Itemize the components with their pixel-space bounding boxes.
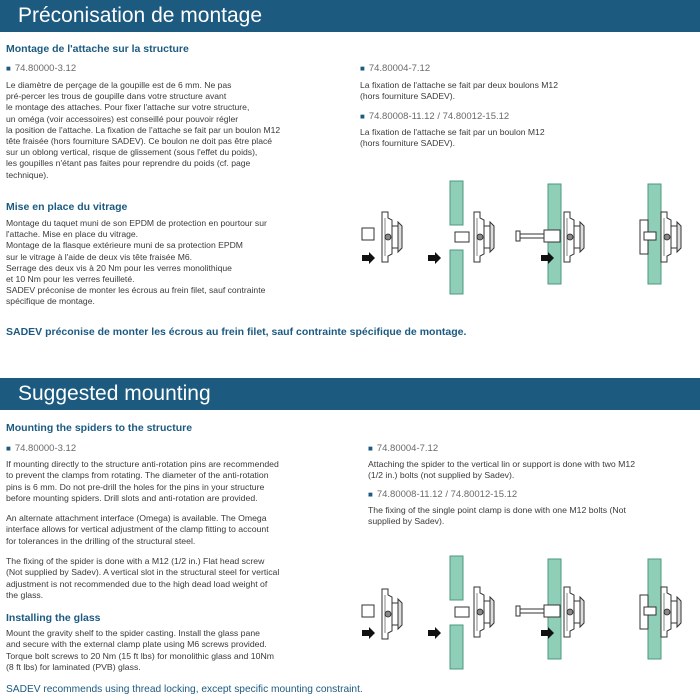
en-ref-a: ■ 74.80000-3.12 xyxy=(6,443,77,454)
fr-glass-para: Montage du taquet muni de son EPDM de protection en pourtour sur l'attache. Mise en place du vitrage. Montage de la flasque extérieure muni de sa protection EPDM sur le vitrage à l'aide de deux vis tête fraisée M6. Serrage des deux vis à 20 Nm pour les verres monolithique et 10 Nm pour les verres feuilleté. SADEV préconise de monter les écrous au frein filet, sauf contrainte spécifique de montage. xyxy=(6,218,267,307)
fr-step4 xyxy=(640,184,681,284)
en-para-a3: The fixing of the spider is done with a M12 (1/2 in.) Flat head screw (Not supplied by Sadev). A vertical slot in the structural steel for vertical adjustment is not recommended due to the high dead load weight of the glass. xyxy=(6,556,280,600)
en-note: SADEV recommends using thread locking, except specific mounting constraint. xyxy=(6,684,363,695)
fr-mounting-diagram xyxy=(358,176,698,311)
fr-step2 xyxy=(428,181,494,294)
en-ref-b: ■ 74.80004-7.12 xyxy=(368,443,439,454)
fr-ref-a: ■ 74.80000-3.12 xyxy=(6,63,77,74)
fr-banner xyxy=(0,0,700,32)
fr-ref-b: ■ 74.80004-7.12 xyxy=(360,63,431,74)
fr-para-b: La fixation de l'attache se fait par deux boulons M12 (hors fourniture SADEV). xyxy=(360,80,558,102)
en-para-a1: If mounting directly to the structure anti-rotation pins are recommended to prevent the clamps from rotating. The diameter of the anti-rotation pins is 6 mm. Do not pre-drill the holes for the pins in your structure before mounting spiders. Drill slots and anti-rotation are provided. xyxy=(6,459,279,503)
en-step3 xyxy=(516,559,584,659)
en-step2 xyxy=(428,556,494,669)
fr-step3 xyxy=(516,184,584,284)
fr-banner-title: Préconisation de montage xyxy=(18,4,262,27)
fr-step1 xyxy=(362,212,402,264)
fr-note: SADEV préconise de monter les écrous au frein filet, sauf contrainte spécifique de montage. xyxy=(6,326,467,338)
fr-para-c: La fixation de l'attache se fait par un boulon M12 (hors fourniture SADEV). xyxy=(360,127,545,149)
fr-ref-c: ■ 74.80008-11.12 / 74.80012-15.12 xyxy=(360,111,510,122)
en-glass-title: Installing the glass xyxy=(6,612,101,624)
en-banner-title: Suggested mounting xyxy=(18,382,211,405)
en-para-b: Attaching the spider to the vertical lin or support is done with two M12 (1/2 in.) bolts (not supplied by Sadev). xyxy=(368,459,636,481)
fr-para-a: Le diamètre de perçage de la goupille est de 6 mm. Ne pas pré-percer les trous de goupille dans votre structure avant le montage des attaches. Pour fixer l'attache sur votre structure, un oméga (voir accessoires) est conseillé pour pouvoir régler la position de l'attache. La fixation de l'attache se fait par un boulon M12 tête fraisée (hors fourniture SADEV). Ce boulon ne doit pas être placé sur un oblong vertical, risque de glissement (sous l'effet du poids), les goupilles n'étant pas faites pour reprendre du poids (cf. page technique). xyxy=(6,80,281,180)
en-glass-para: Mount the gravity shelf to the spider casting. Install the glass pane and secure with the external clamp plate using M6 screws provided. Torque bolt screws to 20 Nm (15 ft lbs) for monolithic glass and 10Nm (8 ft lbs) for laminated (PVB) glass. xyxy=(6,628,274,672)
en-para-a2: An alternate attachment interface (Omega) is available. The Omega interface allows for vertical adjustment of the clamp fitting to account for tolerances in the drilling of the structural steel. xyxy=(6,513,269,546)
fr-structure-title: Montage de l'attache sur la structure xyxy=(6,43,189,55)
en-banner xyxy=(0,378,700,410)
en-ref-c: ■ 74.80008-11.12 / 74.80012-15.12 xyxy=(368,489,518,500)
en-step1 xyxy=(362,589,402,639)
fr-glass-title: Mise en place du vitrage xyxy=(6,201,128,213)
en-para-c: The fixing of the single point clamp is done with one M12 bolts (Not supplied by Sadev). xyxy=(368,505,626,527)
en-structure-title: Mounting the spiders to the structure xyxy=(6,422,193,434)
en-step4 xyxy=(640,559,681,659)
en-mounting-diagram xyxy=(358,553,698,678)
